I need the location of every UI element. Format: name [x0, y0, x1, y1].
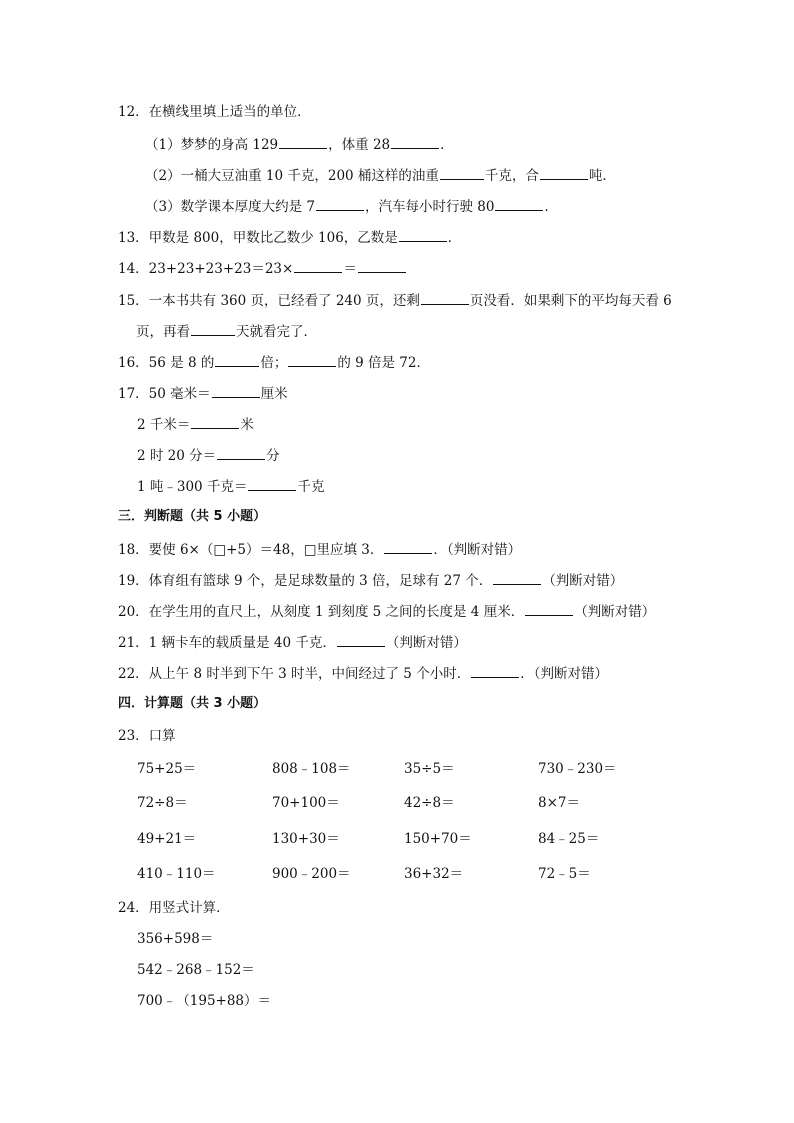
section-heading-judgment: 三．判断题（共 5 小题）: [118, 509, 267, 524]
oral-calc-item: 49+21＝: [137, 831, 197, 847]
answer-blank[interactable]: [288, 352, 336, 367]
vertical-calc-item: 542﹣268﹣152＝: [137, 962, 255, 978]
q12-stem: 12．在横线里填上适当的单位．: [118, 104, 311, 120]
q19: 19．体育组有篮球 9 个，是足球数量的 3 倍，足球有 27 个． （判断对错）: [118, 570, 623, 590]
answer-blank[interactable]: [191, 414, 239, 429]
answer-blank[interactable]: [337, 632, 385, 647]
q18: 18．要使 6×（□+5）＝48，□里应填 3． ．（判断对错）: [118, 539, 521, 559]
answer-blank[interactable]: [215, 352, 259, 367]
oral-calc-item: 35÷5＝: [404, 761, 455, 777]
q21: 21．1 辆卡车的载质量是 40 千克． （判断对错）: [118, 632, 467, 652]
vertical-calc-item: 700﹣（195+88）＝: [137, 993, 272, 1009]
q12-item-3: （3）数学课本厚度大约是 7 ，汽车每小时行驶 80 ．: [145, 196, 558, 216]
answer-blank[interactable]: [391, 134, 439, 149]
oral-calc-item: 150+70＝: [404, 831, 472, 847]
answer-blank[interactable]: [316, 196, 364, 211]
q16: 16．56 是 8 的 倍； 的 9 倍是 72．: [118, 352, 430, 372]
q15-line-2: 页，再看 天就看完了．: [136, 321, 317, 341]
q13: 13．甲数是 800，甲数比乙数少 106，乙数是 ．: [118, 227, 461, 247]
oral-calc-item: 730﹣230＝: [538, 761, 617, 777]
q24-title: 24．用竖式计算．: [118, 900, 230, 916]
q17-item-1: 17．50 毫米＝ 厘米: [118, 383, 288, 403]
answer-blank[interactable]: [294, 258, 342, 273]
q17-item-3: 2 时 20 分＝ 分: [137, 445, 280, 465]
oral-calc-item: 8×7＝: [538, 795, 580, 811]
oral-calc-item: 130+30＝: [272, 831, 340, 847]
q17-item-2: 2 千米＝ 米: [137, 414, 254, 434]
q14: 14．23+23+23+23＝23× ＝: [118, 258, 407, 278]
q12-item-2: （2）一桶大豆油重 10 千克，200 桶这样的油重 千克，合 吨．: [145, 165, 616, 185]
oral-calc-item: 72÷8＝: [137, 795, 188, 811]
section-heading-calculation: 四．计算题（共 3 小题）: [118, 696, 267, 711]
answer-blank[interactable]: [212, 383, 260, 398]
answer-blank[interactable]: [495, 196, 543, 211]
oral-calc-item: 410﹣110＝: [137, 866, 216, 882]
q23-title: 23．口算: [118, 728, 176, 744]
q15-line-1: 15．一本书共有 360 页，已经看了 240 页，还剩 页没看．如果剩下的平均每天看 6: [118, 290, 672, 310]
oral-calc-item: 84﹣25＝: [538, 831, 600, 847]
answer-blank[interactable]: [493, 570, 541, 585]
answer-blank[interactable]: [248, 476, 296, 491]
answer-blank[interactable]: [279, 134, 327, 149]
answer-blank[interactable]: [399, 227, 447, 242]
oral-calc-item: 808﹣108＝: [272, 761, 351, 777]
answer-blank[interactable]: [525, 601, 573, 616]
q20: 20．在学生用的直尺上，从刻度 1 到刻度 5 之间的长度是 4 厘米． （判断对错）: [118, 601, 655, 621]
oral-calc-item: 900﹣200＝: [272, 866, 351, 882]
q22: 22．从上午 8 时半到下午 3 时半，中间经过了 5 个小时． ．（判断对错）: [118, 663, 608, 683]
answer-blank[interactable]: [421, 290, 469, 305]
answer-blank[interactable]: [384, 539, 432, 554]
q12-item-1: （1）梦梦的身高 129 ，体重 28 ．: [145, 134, 454, 154]
answer-blank[interactable]: [440, 165, 484, 180]
vertical-calc-item: 356+598＝: [137, 931, 214, 947]
q17-item-4: 1 吨﹣300 千克＝ 千克: [137, 476, 324, 496]
oral-calc-item: 72﹣5＝: [538, 866, 591, 882]
answer-blank[interactable]: [358, 258, 406, 273]
oral-calc-item: 70+100＝: [272, 795, 340, 811]
answer-blank[interactable]: [217, 445, 265, 460]
oral-calc-item: 42÷8＝: [404, 795, 455, 811]
answer-blank[interactable]: [471, 663, 519, 678]
answer-blank[interactable]: [191, 321, 235, 336]
oral-calc-item: 36+32＝: [404, 866, 464, 882]
oral-calc-item: 75+25＝: [137, 761, 197, 777]
answer-blank[interactable]: [540, 165, 588, 180]
